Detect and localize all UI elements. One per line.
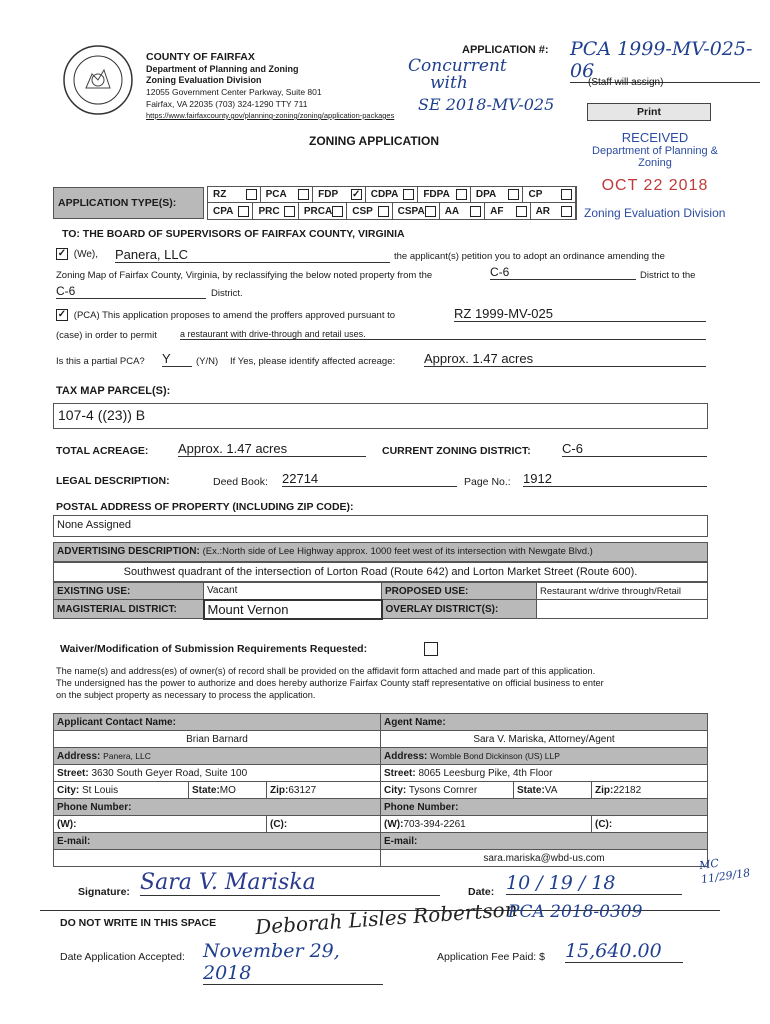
signature-label: Signature: [78, 886, 130, 898]
proposed-use-label: PROPOSED USE: [382, 583, 537, 600]
type-checkbox[interactable] [425, 206, 436, 217]
type-option-label: DPA [475, 189, 497, 200]
pca-case-field[interactable]: RZ 1999-MV-025 [454, 306, 706, 322]
type-option-label: CSP [352, 205, 373, 217]
agent-work-phone-cell[interactable] [381, 816, 592, 833]
total-acreage-label: TOTAL ACREAGE: [56, 445, 149, 457]
type-option-label: RZ [213, 189, 227, 200]
type-checkbox[interactable] [516, 206, 527, 217]
applicant-zip-cell[interactable] [267, 782, 381, 799]
applicant-name-label: Applicant Contact Name: [54, 714, 381, 731]
partial-pca-field[interactable]: Y [162, 351, 192, 367]
yn-label: (Y/N) [196, 356, 219, 367]
magisterial-label: MAGISTERIAL DISTRICT: [54, 600, 204, 619]
we-label: (We), [73, 248, 99, 260]
overlay-label: OVERLAY DISTRICT(S): [382, 600, 537, 619]
type-checkbox[interactable]: ✓ [352, 189, 361, 200]
agent-work-phone: 703-394-2261 [403, 818, 466, 830]
current-zoning-label: CURRENT ZONING DISTRICT: [382, 445, 531, 457]
form-title: ZONING APPLICATION [309, 134, 439, 148]
pca-checkbox[interactable]: ✓ [57, 309, 67, 320]
agent-address-cell[interactable] [381, 748, 708, 765]
type-checkbox[interactable] [470, 206, 481, 217]
applicant-email-label: E-mail: [54, 833, 381, 850]
type-option-label: FDP [318, 189, 339, 200]
type-option-prca[interactable] [299, 203, 347, 219]
application-type-label: APPLICATION TYPE(S): [53, 187, 204, 219]
agent-email-label: E-mail: [381, 833, 708, 850]
type-option-label: AF [490, 205, 504, 217]
we-checkbox[interactable]: ✓ [57, 248, 67, 259]
concurrent-note: Concurrent with [408, 56, 507, 93]
agent-city: Tysons Cornrer [408, 784, 478, 796]
fee-paid-label: Application Fee Paid: $ [437, 951, 545, 963]
signature-field[interactable]: Sara V. Mariska [140, 870, 440, 896]
overlay-field[interactable] [537, 600, 708, 619]
applicant-email[interactable] [54, 850, 381, 867]
type-option-fdpa[interactable] [418, 187, 471, 202]
type-option-label: CSPA [397, 205, 425, 217]
agent-contact-name[interactable]: Sara V. Mariska, Attorney/Agent [381, 731, 708, 748]
advertising-header [53, 542, 708, 562]
concurrent-case: SE 2018-MV-025 [418, 95, 555, 114]
applicant-city-label: City: [57, 784, 80, 796]
type-option-label: AR [535, 205, 551, 217]
agent-state-cell[interactable] [514, 782, 592, 799]
agent-street: 8065 Leesburg Pike, 4th Floor [418, 767, 553, 779]
applicant-work-phone-cell[interactable] [54, 816, 267, 833]
type-checkbox[interactable] [298, 189, 309, 200]
applicant-street-cell[interactable] [54, 765, 381, 782]
existing-use-field[interactable]: Vacant [204, 583, 382, 600]
partial-pca-question: Is this a partial PCA? [56, 356, 145, 367]
type-checkbox[interactable] [378, 206, 389, 217]
agent-zip: 22182 [613, 784, 642, 796]
date-label: Date: [468, 886, 495, 898]
postal-address-value: None Assigned [57, 519, 131, 531]
application-number-value: PCA 1999-MV-025-06 [570, 38, 760, 83]
applicant-address: Panera, LLC [103, 750, 151, 761]
legal-description-label: LEGAL DESCRIPTION: [56, 475, 170, 487]
received-stamp [575, 130, 735, 195]
tax-map-value: 107-4 ((23)) B [58, 407, 146, 423]
total-acreage-field[interactable]: Approx. 1.47 acres [178, 441, 366, 457]
deed-book-field[interactable]: 22714 [282, 471, 457, 487]
type-option-pca[interactable] [261, 187, 314, 202]
type-option-prc[interactable] [253, 203, 298, 219]
tax-map-label: TAX MAP PARCEL(S): [56, 385, 171, 397]
agent-email[interactable]: sara.mariska@wbd-us.com [381, 850, 708, 867]
waiver-label: Waiver/Modification of Submission Requirements Requested: [60, 643, 368, 655]
county-name: COUNTY OF FAIRFAX [146, 51, 255, 63]
type-option-label: PRCA [303, 205, 333, 217]
applicant-cell-phone-label: (C): [270, 818, 288, 830]
waiver-text [56, 665, 716, 701]
type-option-label: CP [528, 189, 543, 200]
current-zoning-field[interactable]: C-6 [562, 441, 707, 457]
board-address: TO: THE BOARD OF SUPERVISORS OF FAIRFAX COUNTY, VIRGINIA [62, 228, 405, 240]
we-checkbox-row [56, 248, 98, 260]
agent-cell-phone-cell[interactable] [592, 816, 708, 833]
do-not-write-label: DO NOT WRITE IN THIS SPACE [60, 917, 217, 929]
type-option-label: CPA [213, 205, 234, 217]
date-field[interactable]: 10 / 19 / 18 [506, 872, 682, 895]
pca-checkbox-row [56, 309, 395, 321]
existing-use-label: EXISTING USE: [54, 583, 204, 600]
type-row-1 [208, 187, 576, 203]
type-checkbox[interactable] [403, 189, 414, 200]
stamp-received: RECEIVED [621, 130, 689, 145]
staff-signature: Deborah Lisles Robertson [254, 896, 519, 940]
type-row-2 [208, 203, 576, 219]
fee-paid-field[interactable]: 15,640.00 [565, 940, 683, 963]
type-checkbox[interactable] [332, 206, 343, 217]
advertising-example: (Ex.:North side of Lee Highway approx. 1000 feet west of its intersection with Newgate Blvd.) [202, 546, 593, 557]
stamp-date: OCT 22 2018 [601, 177, 709, 194]
permit-field[interactable]: a restaurant with drive-through and retail uses. [180, 329, 706, 340]
application-url[interactable]: https://www.fairfaxcounty.gov/planning-zoning/zoning/application-packages [146, 111, 395, 120]
use-table [53, 582, 708, 620]
type-option-label: FDPA [423, 189, 450, 200]
applicant-address-label: Address: [57, 750, 101, 762]
district-text: District. [211, 288, 243, 299]
to-district-field[interactable]: C-6 [56, 284, 206, 299]
case-label: (case) in order to permit [56, 330, 157, 341]
tax-map-field[interactable] [53, 403, 708, 429]
stamp-department: Department of Planning & Zoning [592, 145, 718, 169]
applicant-state-label: State: [192, 784, 220, 796]
type-option-rz[interactable] [208, 187, 261, 202]
type-checkbox[interactable] [561, 206, 572, 217]
applicant-address-cell[interactable] [54, 748, 381, 765]
page-number-label: Page No.: [464, 476, 511, 488]
postal-address-label: POSTAL ADDRESS OF PROPERTY (INCLUDING ZIP CODE): [56, 501, 354, 513]
type-option-label: PCA [265, 189, 287, 200]
agent-state: VA [544, 784, 558, 796]
waiver-text-3: on the subject property as necessary to process the application. [56, 690, 316, 700]
division-name: Zoning Evaluation Division [146, 75, 262, 85]
applicant-contact-name[interactable]: Brian Barnard [54, 731, 381, 748]
office-city-phone: Fairfax, VA 22035 (703) 324-1290 TTY 711 [146, 99, 308, 109]
agent-address-label: Address: [384, 750, 428, 762]
proposed-use-field[interactable]: Restaurant w/drive through/Retail [537, 583, 708, 600]
type-option-cpa[interactable] [208, 203, 253, 219]
type-checkbox[interactable] [508, 189, 519, 200]
application-number-label: APPLICATION #: [462, 44, 549, 56]
type-option-dpa[interactable] [471, 187, 524, 202]
waiver-text-2: The undersigned has the power to authorize and does hereby authorize Fairfax County staff representative on official business to enter [56, 678, 604, 688]
applicant-city: St Louis [82, 784, 119, 796]
type-checkbox[interactable] [238, 206, 249, 217]
date-accepted-label: Date Application Accepted: [60, 951, 185, 963]
type-option-label: CDPA [370, 189, 399, 200]
advertising-field[interactable] [53, 562, 708, 582]
advertising-label: ADVERTISING DESCRIPTION: [57, 546, 200, 557]
type-option-aa[interactable] [440, 203, 485, 219]
agent-zip-label: Zip: [595, 784, 614, 796]
advertising-value: Southwest quadrant of the intersection of Lorton Road (Route 642) and Lorton Market Street (Route 600). [123, 566, 638, 578]
staff-assign-note: (Staff will assign) [588, 77, 664, 88]
applicant-city-cell[interactable] [54, 782, 189, 799]
applicant-zip: 63127 [288, 784, 317, 796]
deed-book-label: Deed Book: [213, 476, 268, 488]
type-option-cspa[interactable] [393, 203, 440, 219]
petition-text: the applicant(s) petition you to adopt an ordinance amending the [394, 251, 665, 262]
pca-number-note: PCA 2018-0309 [508, 902, 643, 922]
agent-work-phone-label: (W): [384, 818, 404, 830]
type-option-fdp[interactable] [313, 187, 366, 202]
type-checkbox[interactable] [561, 189, 572, 200]
stamp-division: Zoning Evaluation Division [584, 206, 726, 220]
type-option-label: AA [444, 205, 460, 217]
agent-address: Womble Bond Dickinson (US) LLP [430, 750, 560, 761]
initials-note: MC 11/29/18 [698, 856, 752, 887]
agent-street-label: Street: [384, 767, 416, 779]
date-accepted-field[interactable]: November 29, 2018 [203, 940, 383, 985]
type-option-cp[interactable] [523, 187, 576, 202]
agent-name-label: Agent Name: [381, 714, 708, 731]
applicant-street: 3630 South Geyer Road, Suite 100 [91, 767, 248, 779]
district-to-text: District to the [640, 270, 696, 281]
agent-state-label: State: [517, 784, 545, 796]
page-number-field[interactable]: 1912 [523, 471, 707, 487]
type-checkbox[interactable] [284, 206, 295, 217]
applicant-street-label: Street: [57, 767, 89, 779]
print-button[interactable]: Print [587, 103, 711, 121]
agent-street-cell[interactable] [381, 765, 708, 782]
type-checkbox[interactable] [456, 189, 467, 200]
agent-city-label: City: [384, 784, 407, 796]
applicant-work-phone-label: (W): [57, 818, 77, 830]
type-option-cdpa[interactable] [366, 187, 419, 202]
applicant-phone-label: Phone Number: [54, 799, 381, 816]
waiver-checkbox[interactable] [424, 642, 438, 656]
agent-zip-cell[interactable] [592, 782, 708, 799]
if-yes-label: If Yes, please identify affected acreage: [230, 356, 396, 367]
applicant-cell-phone-cell[interactable] [267, 816, 381, 833]
magisterial-field[interactable]: Mount Vernon [204, 600, 382, 619]
county-seal [62, 44, 134, 116]
from-district-field[interactable]: C-6 [490, 265, 636, 280]
type-checkbox[interactable] [246, 189, 257, 200]
zoning-map-text: Zoning Map of Fairfax County, Virginia, by reclassifying the below noted property from the [56, 270, 433, 281]
type-option-csp[interactable] [347, 203, 392, 219]
application-type-grid [207, 186, 577, 220]
contact-table [53, 713, 708, 867]
applicant-zip-label: Zip: [270, 784, 289, 796]
agent-cell-phone-label: (C): [595, 818, 613, 830]
type-option-label: PRC [258, 205, 280, 217]
agent-city-cell[interactable] [381, 782, 514, 799]
type-option-af[interactable] [485, 203, 530, 219]
waiver-text-1: The name(s) and address(es) of owner(s) of record shall be provided on the affidavit form attached and made part of this application. [56, 666, 596, 676]
applicant-name-field[interactable]: Panera, LLC [115, 247, 390, 263]
office-address: 12055 Government Center Parkway, Suite 801 [146, 87, 322, 97]
pca-text: (PCA) This application proposes to amend the proffers approved pursuant to [73, 309, 396, 321]
postal-address-field[interactable] [53, 515, 708, 537]
applicant-state-cell[interactable] [189, 782, 267, 799]
department-name: Department of Planning and Zoning [146, 64, 299, 74]
applicant-state: MO [219, 784, 236, 796]
affected-acreage-field[interactable]: Approx. 1.47 acres [424, 351, 706, 367]
type-option-ar[interactable] [531, 203, 576, 219]
agent-phone-label: Phone Number: [381, 799, 708, 816]
